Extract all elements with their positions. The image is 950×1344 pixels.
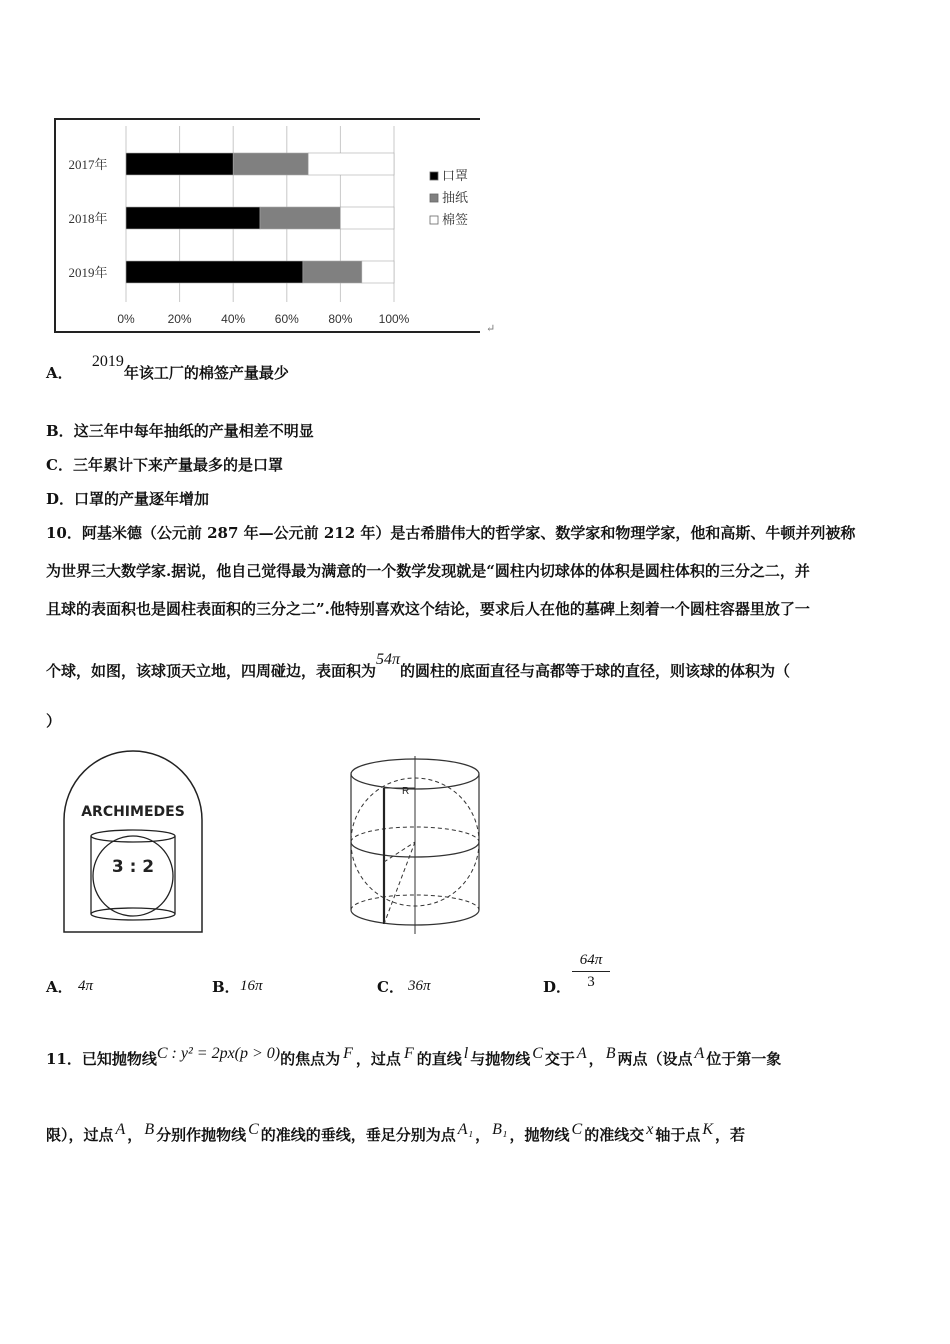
curve-symbol: C (532, 1045, 543, 1062)
q10-option-a-value: 4π (78, 978, 94, 994)
point-k-symbol: K (702, 1121, 713, 1138)
point-b1-symbol: B₁ (492, 1121, 508, 1138)
bar-segment (260, 207, 340, 229)
curve-symbol-3: C (571, 1121, 583, 1138)
q10-option-a-label: A． (46, 978, 73, 996)
x-tick-label: 0% (117, 312, 135, 326)
q11-l2-text-3: 的准线的垂线，垂足分别为点 (260, 1126, 456, 1144)
q10-line-5: ） (46, 712, 62, 730)
q9-option-a (46, 353, 289, 383)
category-label: 2018年 (68, 211, 108, 226)
x-tick-label: 20% (167, 312, 192, 326)
option-c-text: 三年累计下来产量最多的是口罩 (72, 456, 283, 474)
bar-segment (126, 261, 303, 283)
q10-option-b-value: 16π (240, 978, 263, 994)
q11-text-2: 的焦点为 (280, 1050, 341, 1068)
q10-line-4b: 的圆柱的底面直径与高都等于球的直径，则该球的体积为（ (400, 662, 791, 680)
q11-l2-text-4: ，抛物线 (509, 1126, 570, 1144)
surface-area-value: 54π (376, 651, 401, 668)
tombstone-title: ARCHIMEDES (81, 804, 185, 820)
q11-l2-text-7: ，若 (715, 1126, 746, 1144)
q11-text-8: 位于第一象 (706, 1050, 782, 1068)
bar-segment (340, 207, 394, 229)
q11-l2-text-6: 轴于点 (655, 1126, 701, 1144)
q11-l2-text-2: 分别作抛物线 (156, 1126, 247, 1144)
q11-text-3: ，过点 (355, 1050, 401, 1068)
radius-label: R (402, 786, 410, 797)
tombstone-ratio: 3 : 2 (111, 857, 155, 877)
fraction-numerator: 64π (572, 952, 610, 972)
q9-option-c (46, 454, 283, 475)
legend-swatch (430, 172, 438, 180)
point-a-symbol-2: A (694, 1045, 705, 1062)
category-label: 2017年 (68, 157, 108, 172)
q11-l2-comma-2: ， (475, 1126, 491, 1144)
option-a-text: 年该工厂的棉签产量最少 (123, 364, 289, 382)
option-d-text: 口罩的产量逐年增加 (74, 490, 210, 508)
point-b-symbol-2: B (144, 1121, 155, 1138)
option-b-label: B． (46, 422, 74, 440)
bar-segment (233, 153, 308, 175)
legend-swatch (430, 216, 438, 224)
q10-option-c-label: C． (377, 978, 404, 996)
q10-line-2: 为世界三大数学家.据说，他自己觉得最为满意的一个数学发现就是“圆柱内切球体的体积是圆柱体积的三分之二，并 (46, 562, 810, 580)
return-mark: ↵ (486, 322, 496, 335)
bar-segment (362, 261, 394, 283)
option-b-text: 这三年中每年抽纸的产量相差不明显 (73, 422, 314, 440)
q11-l2-text-1: 限），过点 (46, 1126, 114, 1144)
q11-line-2 (46, 1121, 746, 1145)
q10-line-1: 10．阿基米德（公元前 287 年—公元前 212 年）是古希腊伟大的哲学家、数学家和物理学家，他和高斯、牛顿并列被称 (46, 524, 856, 542)
q10-option-b-label: B． (212, 978, 240, 996)
q11-text-5: 与抛物线 (470, 1050, 531, 1068)
q10-line-4a: 个球，如图，该球顶天立地，四周碰边，表面积为 (46, 662, 377, 680)
x-tick-label: 60% (274, 312, 299, 326)
q11-l2-comma: ， (127, 1126, 143, 1144)
curve-symbol-2: C (248, 1121, 259, 1138)
q9-option-b (46, 420, 314, 441)
legend-label: 棉签 (442, 213, 469, 228)
q10-option-d-label: D． (543, 978, 572, 996)
stacked-bar-chart (54, 118, 484, 333)
fraction-denominator: 3 (587, 974, 595, 990)
legend-label: 口罩 (442, 169, 469, 184)
option-c-label: C． (46, 456, 73, 474)
focus-symbol: F (343, 1045, 353, 1062)
point-a-symbol: A (576, 1045, 587, 1062)
archimedes-tombstone-figure (60, 750, 206, 936)
focus-symbol-2: F (403, 1045, 414, 1062)
x-tick-label: 40% (221, 312, 246, 326)
point-a1-symbol: A₁ (457, 1121, 474, 1138)
q11-line-1 (46, 1045, 782, 1069)
x-tick-label: 100% (378, 312, 410, 326)
q11-text-1: 11．已知抛物线 (46, 1050, 157, 1068)
category-label: 2019年 (68, 265, 108, 280)
bar-segment (303, 261, 362, 283)
q11-l2-text-5: 的准线交 (584, 1126, 645, 1144)
chart-svg (54, 118, 494, 336)
legend-label: 抽纸 (442, 191, 469, 206)
legend-swatch (430, 194, 438, 202)
q11-text-7: 两点（设点 (617, 1050, 693, 1068)
option-d-label: D． (46, 490, 75, 508)
bar-segment (126, 153, 233, 175)
q10-option-c-value: 36π (408, 978, 431, 994)
q11-text-4: 的直线 (416, 1050, 462, 1068)
q10-option-d-fraction (572, 952, 610, 991)
q11-comma: ， (588, 1050, 604, 1068)
option-a-label: A． (46, 364, 73, 382)
line-symbol: l (463, 1045, 469, 1062)
q10-line-4 (46, 651, 791, 681)
bar-segment (308, 153, 394, 175)
point-a-symbol-3: A (115, 1121, 126, 1138)
bar-segment (126, 207, 260, 229)
parabola-equation: C : y² = 2px(p > 0) (156, 1045, 281, 1062)
point-b-symbol: B (605, 1045, 616, 1062)
year-2019: 2019 (91, 353, 124, 370)
q11-text-6: 交于 (544, 1050, 575, 1068)
x-axis-symbol: x (646, 1121, 654, 1138)
q9-option-d (46, 488, 209, 509)
q10-line-3: 且球的表面积也是圆柱表面积的三分之二”.他特别喜欢这个结论，要求后人在他的墓碑上刻着一个圆柱容器里放了一 (46, 600, 810, 618)
sphere-in-cylinder-figure (344, 752, 486, 938)
x-tick-label: 80% (328, 312, 353, 326)
